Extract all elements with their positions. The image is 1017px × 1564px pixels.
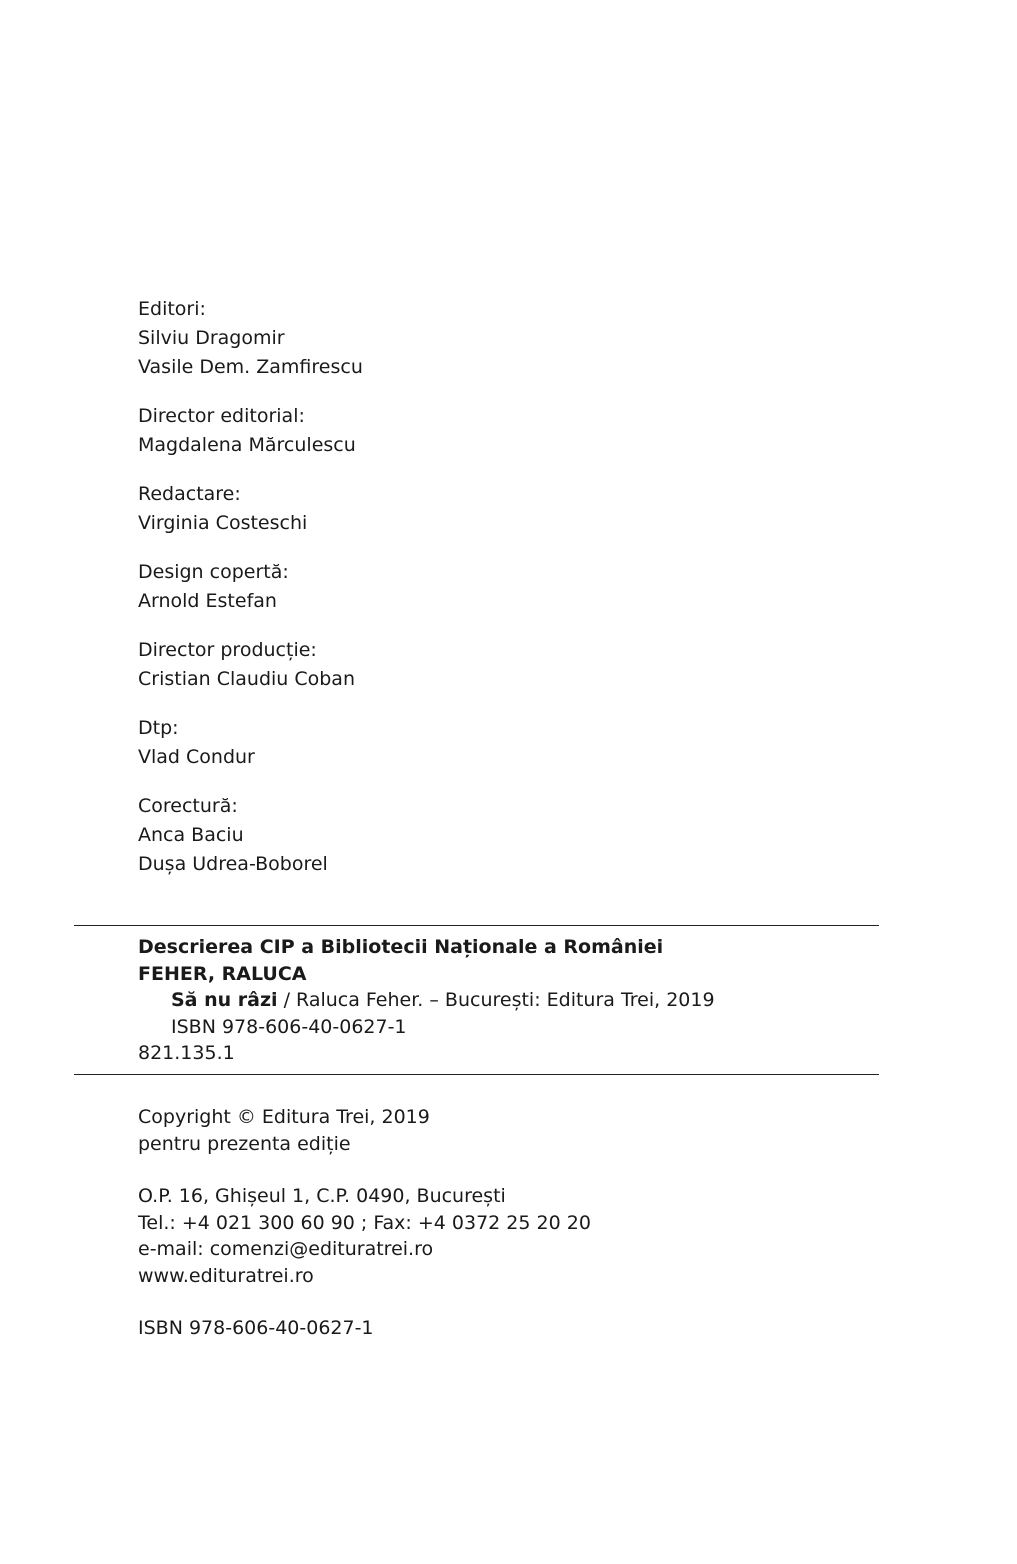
credit-role: Director producție: <box>138 639 317 661</box>
credit-name: Virginia Costeschi <box>138 512 308 534</box>
cip-content <box>138 934 715 1067</box>
contact-email: e-mail: comenzi@edituratrei.ro <box>138 1238 434 1260</box>
contact-address: O.P. 16, Ghișeul 1, C.P. 0490, București <box>138 1185 506 1207</box>
credit-name: Magdalena Mărculescu <box>138 434 356 456</box>
cip-title: Să nu râzi <box>171 989 278 1011</box>
contact-phone: Tel.: +4 021 300 60 90 ; Fax: +4 0372 25 20 20 <box>138 1211 591 1234</box>
cip-title-line <box>138 987 715 1014</box>
credit-name: Silviu Dragomir <box>138 327 285 349</box>
credit-proofreading <box>138 792 838 879</box>
credit-production-director <box>138 636 838 694</box>
credit-role: Dtp: <box>138 717 179 739</box>
credit-name: Vlad Condur <box>138 746 255 768</box>
credit-role: Design copertă: <box>138 561 289 583</box>
credit-name: Anca Baciu <box>138 824 244 846</box>
credit-role: Redactare: <box>138 483 241 505</box>
isbn-block <box>138 1315 838 1342</box>
credit-role: Editori: <box>138 298 206 320</box>
credit-editors <box>138 295 838 382</box>
credit-cover-design <box>138 558 838 616</box>
copyright-block <box>138 1104 838 1157</box>
copyright-edition: pentru prezenta ediție <box>138 1132 351 1155</box>
cip-author: FEHER, RALUCA <box>138 962 307 985</box>
contact-block <box>138 1183 838 1289</box>
credit-name: Arnold Estefan <box>138 590 277 612</box>
isbn-footer: ISBN 978-606-40-0627-1 <box>138 1317 374 1339</box>
credit-editing <box>138 480 838 538</box>
publisher-footer <box>138 1104 838 1368</box>
credit-role: Director editorial: <box>138 405 305 427</box>
cip-title-rest: / Raluca Feher. – București: Editura Trei, 2019 <box>277 989 715 1011</box>
credit-name: Vasile Dem. Zamfirescu <box>138 356 363 378</box>
cip-classification: 821.135.1 <box>138 1042 235 1064</box>
credit-name: Cristian Claudiu Coban <box>138 668 355 690</box>
cip-heading: Descrierea CIP a Bibliotecii Naționale a României <box>138 936 664 958</box>
credit-name: Dușa Udrea-Boborel <box>138 853 328 875</box>
credit-dtp <box>138 714 838 772</box>
cip-description-box <box>74 925 879 1075</box>
contact-website: www.edituratrei.ro <box>138 1264 314 1287</box>
cip-isbn: ISBN 978-606-40-0627-1 <box>171 1015 407 1038</box>
credit-editorial-director <box>138 402 838 460</box>
credit-role: Corectură: <box>138 795 238 817</box>
credits-section <box>138 295 838 899</box>
copyright-line: Copyright © Editura Trei, 2019 <box>138 1106 430 1128</box>
